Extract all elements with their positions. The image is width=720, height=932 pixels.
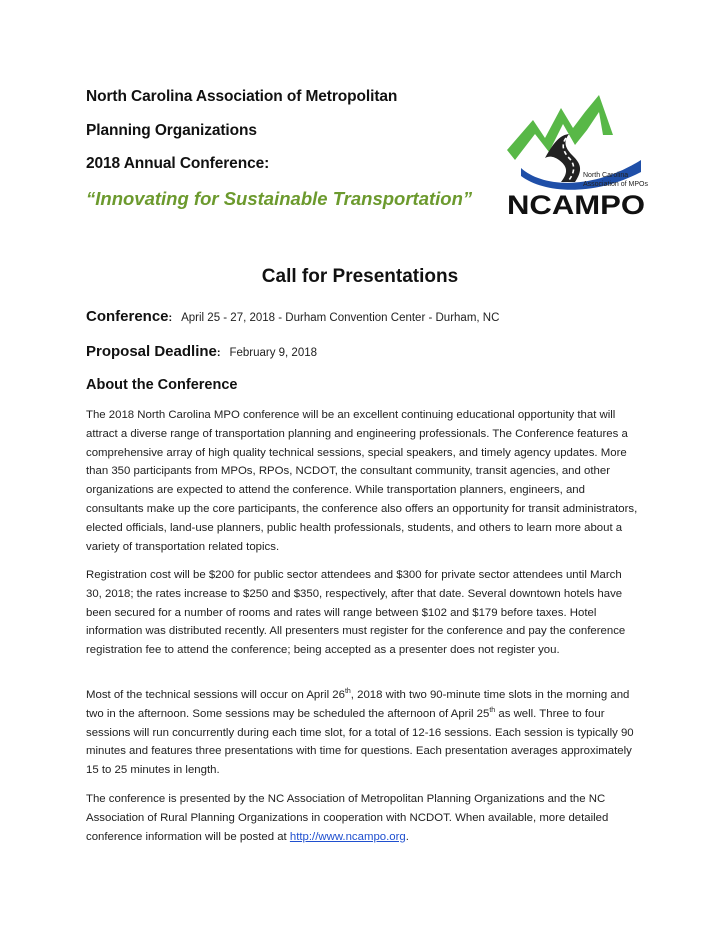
conference-tagline: “Innovating for Sustainable Transportation”: [86, 188, 473, 209]
deadline-label: Proposal Deadline: [86, 343, 217, 360]
conference-label: Conference: [86, 308, 169, 325]
logo-small-text-1: North Carolina: [583, 172, 629, 179]
paragraph-4-part-a: The conference is presented by the NC Association of Metropolitan Planning Organizations and the NC Association of Rural Planning Organizations in cooperation with NCDOT. When available, more detailed conference information will be posted at: [86, 793, 609, 843]
section-heading: About the Conference: [86, 377, 238, 393]
logo-small-text-2: Association of MPOs: [583, 181, 648, 188]
header-line-2: Planning Organizations: [86, 122, 257, 139]
logo-wordmark: NCAMPO: [507, 190, 645, 220]
paragraph-1: The 2018 North Carolina MPO conference will be an excellent continuing educational opportunity that will attract a diverse range of transportation planning and engineering professionals. The Conference features a comprehensive array of high quality technical sessions, special speakers, and timely agency updates. More than 350 participants from MPOs, RPOs, NCDOT, the consultant community, transit agencies, and other organizations are expected to attend the conference. While transportation planners, engineers, and consultants make up the core participants, the conference also offers an opportunity for transit administrators, elected officials, land-use planners, public health professionals, students, and others to learn more about a variety of transportation related topics.: [86, 409, 638, 553]
conference-line: [86, 308, 499, 326]
paragraph-2: Registration cost will be $200 for public sector attendees and $300 for private sector attendees until March 30, 2018; the rates increase to $250 and $350, respectively, after that date. Several downtown hotels have been secured for a number of rooms and rates will range between $102 and $179 before taxes. Hotel information was distributed recently. All presenters must register for the conference and pay the conference registration fee to attend the conference; being accepted as a presenter does not register you.: [86, 569, 626, 657]
header-line-3: 2018 Annual Conference:: [86, 155, 270, 172]
header-line-1: North Carolina Association of Metropolitan: [86, 88, 398, 105]
conference-colon: :: [168, 312, 173, 324]
paragraph-3-part-b: , 2018 with two 90-minute time slots in the morning and two in the afternoon. Some sessions may be scheduled the afternoon of April 25: [86, 689, 630, 720]
paragraph-3-sup-1: th: [344, 688, 351, 696]
page-title: Call for Presentations: [261, 266, 459, 287]
paragraph-4-part-b: .: [405, 830, 409, 843]
deadline-line: [86, 343, 317, 361]
ncampo-logo: [503, 90, 648, 220]
deadline-colon: :: [216, 347, 221, 359]
conference-value: April 25 - 27, 2018 - Durham Convention Center - Durham, NC: [181, 312, 500, 324]
paragraph-3: [86, 686, 638, 780]
paragraph-3-part-a: Most of the technical sessions will occur on April 26: [86, 689, 345, 701]
paragraph-3-part-c: as well. Three to four sessions will run concurrently during each time slot, for a total of 12-16 sessions. Each session is typically 90 minutes and features three presentations with time for questions. Each presentation averages approximately 15 to 25 minutes in length.: [86, 707, 634, 777]
paragraph-3-sup-2: th: [489, 707, 496, 714]
paragraph-4: [86, 790, 638, 846]
ncampo-website-link[interactable]: http://www.ncampo.org: [289, 830, 406, 843]
deadline-value: February 9, 2018: [229, 347, 318, 359]
